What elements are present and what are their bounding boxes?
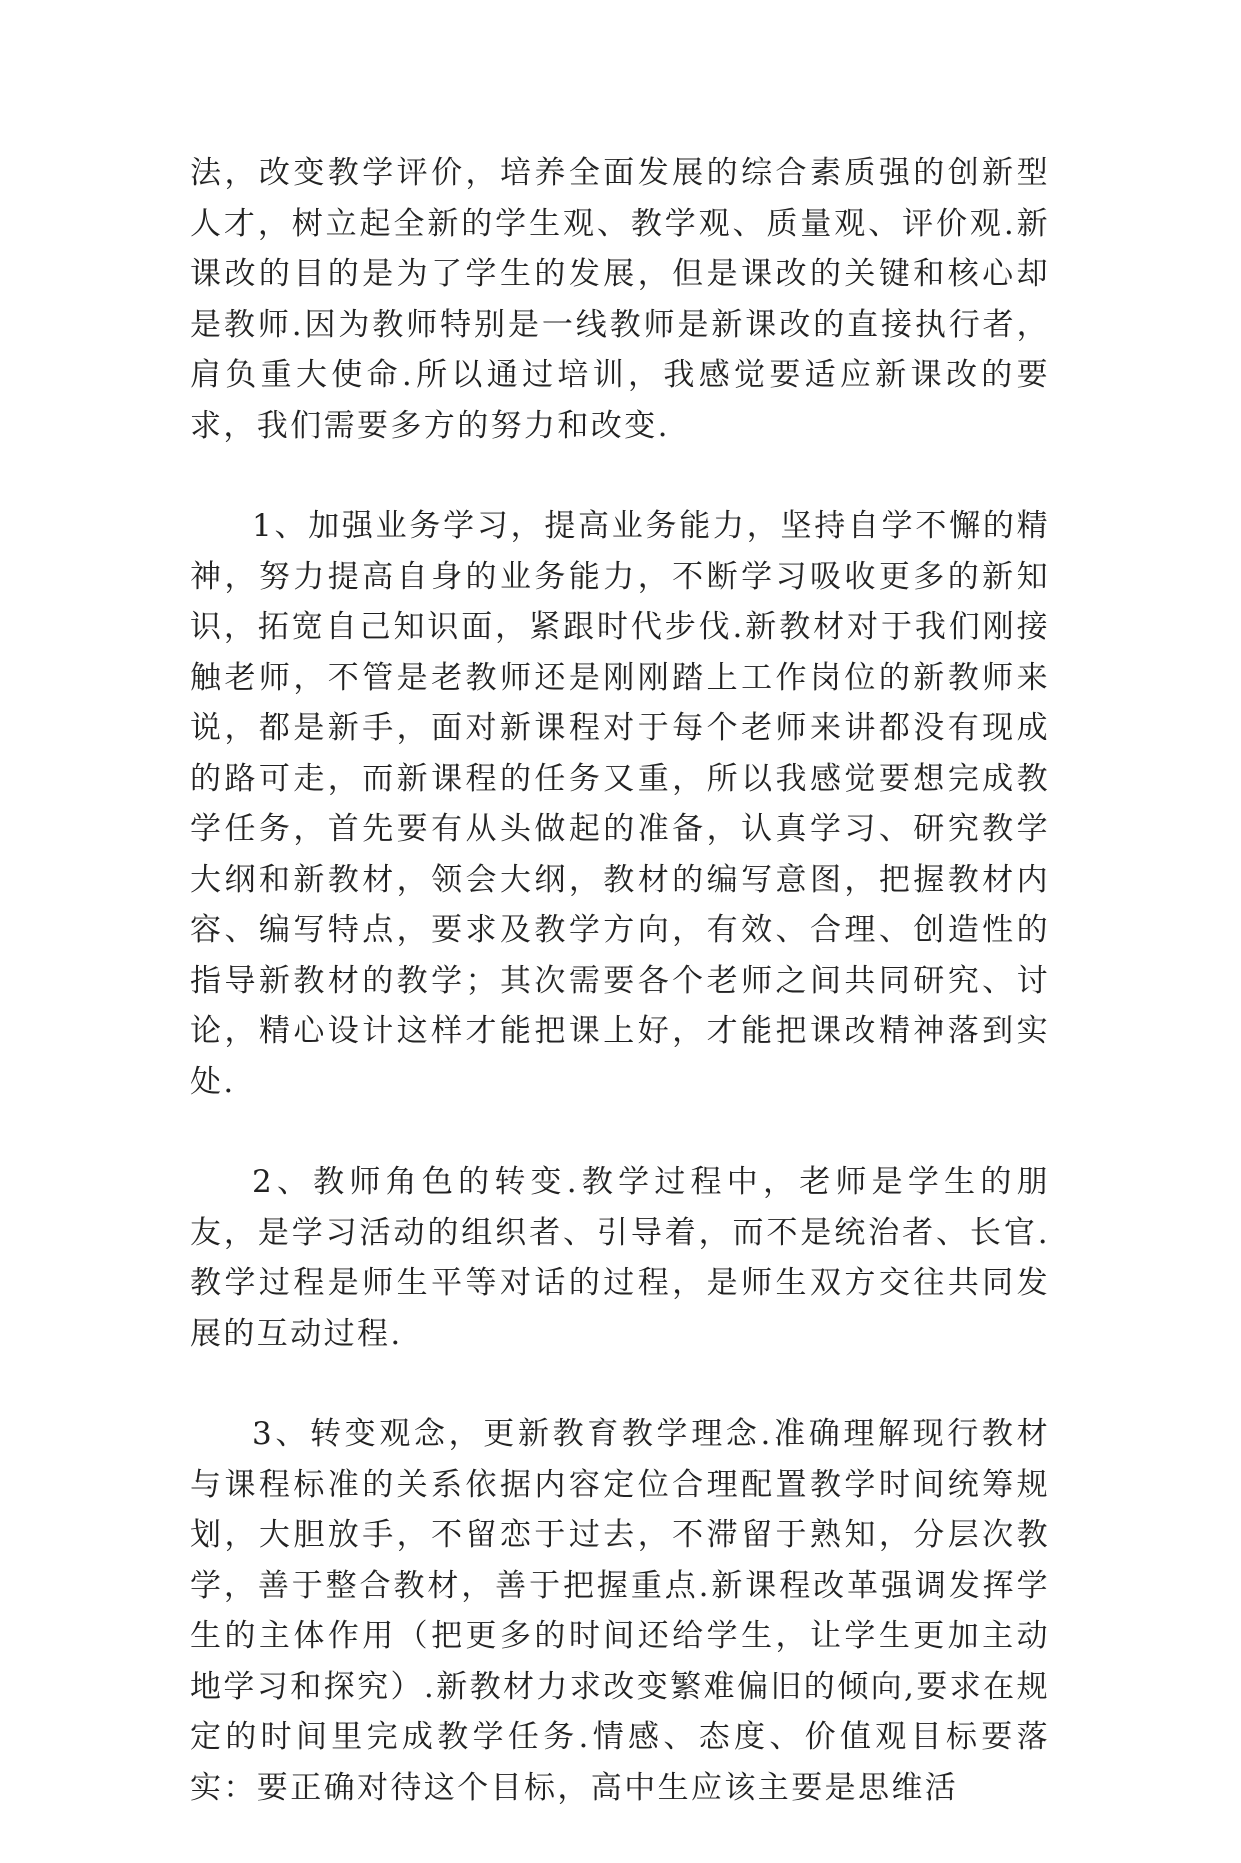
paragraph-continuation: 法，改变教学评价，培养全面发展的综合素质强的创新型人才，树立起全新的学生观、教学观、质量观、评价观.新课改的目的是为了学生的发展，但是课改的关键和核心却是教师.因为教师特别是一线教师是新课改的直接执行者，肩负重大使命.所以通过培训，我感觉要适应新课改的要求，我们需要多方的努力和改变. — [190, 155, 1050, 444]
document-body — [190, 148, 1050, 1863]
paragraph-point-2: 2、教师角色的转变.教学过程中，老师是学生的朋友，是学习活动的组织者、引导着，而不是统治者、长官.教学过程是师生平等对话的过程，是师生双方交往共同发展的互动过程. — [190, 1164, 1050, 1352]
paragraph-point-3: 3、转变观念，更新教育教学理念.准确理解现行教材与课程标准的关系依据内容定位合理配置教学时间统筹规划，大胆放手，不留恋于过去，不滞留于熟知，分层次教学，善于整合教材，善于把握重点.新课程改革强调发挥学生的主体作用（把更多的时间还给学生，让学生更加主动地学习和探究）.新教材力求改变繁难偏旧的倾向,要求在规定的时间里完成教学任务.情感、态度、价值观目标要落实：要正确对待这个目标，高中生应该主要是思维活 — [190, 1416, 1050, 1806]
paragraph-point-1: 1、加强业务学习，提高业务能力，坚持自学不懈的精神，努力提高自身的业务能力，不断学习吸收更多的新知识，拓宽自己知识面，紧跟时代步伐.新教材对于我们刚接触老师，不管是老教师还是刚刚踏上工作岗位的新教师来说，都是新手，面对新课程对于每个老师来讲都没有现成的路可走，而新课程的任务又重，所以我感觉要想完成教学任务，首先要有从头做起的准备，认真学习、研究教学大纲和新教材，领会大纲，教材的编写意图，把握教材内容、编写特点，要求及教学方向，有效、合理、创造性的指导新教材的教学；其次需要各个老师之间共同研究、讨论，精心设计这样才能把课上好，才能把课改精神落到实处. — [190, 508, 1050, 1100]
